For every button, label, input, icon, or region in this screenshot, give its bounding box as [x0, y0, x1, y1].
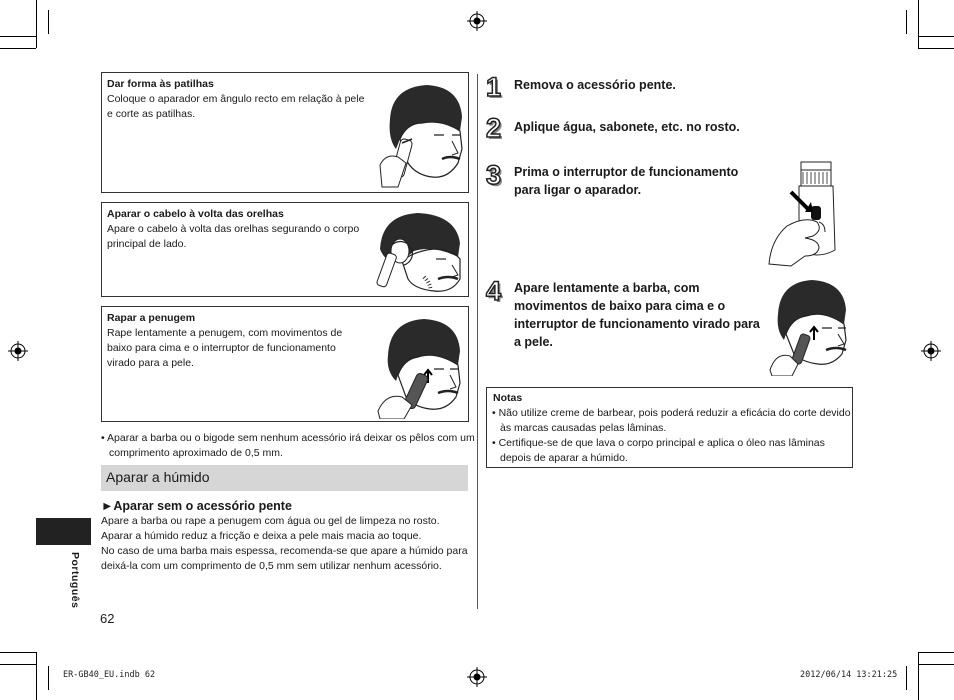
man-trimming-downy-hair-icon	[374, 315, 466, 419]
crop-mark	[48, 10, 49, 34]
note-item: • Não utilize creme de barbear, pois poderá reduzir a eficácia do corte devido às marcas causadas pelas lâminas.	[492, 407, 851, 434]
column-divider	[477, 74, 478, 609]
crop-mark	[906, 666, 907, 690]
registration-mark-icon	[8, 341, 28, 361]
section-header	[101, 465, 468, 491]
notes-box	[486, 387, 853, 468]
registration-mark-icon	[467, 11, 487, 31]
note-text: Certifique-se de que lava o corpo principal e aplica o óleo nas lâminas depois de aparar a húmido.	[498, 437, 825, 464]
crop-mark	[0, 36, 36, 37]
note-text: Não utilize creme de barbear, pois poderá reduzir a eficácia do corte devido às marcas causadas pelas lâminas.	[498, 407, 851, 434]
left-bullet-note: • Aparar a barba ou o bigode sem nenhum acessório irá deixar os pêlos com um comprimento aproximado de 0,5 mm.	[101, 432, 475, 459]
crop-mark	[918, 48, 954, 49]
step-text: Prima o interruptor de funcionamento para ligar o aparador.	[514, 165, 739, 197]
crop-mark	[918, 664, 954, 665]
step-text: Remova o acessório pente.	[514, 78, 676, 92]
tip-box-ears	[101, 202, 469, 297]
tip-text: Apare o cabelo à volta das orelhas segurando o corpo principal de lado.	[107, 223, 360, 250]
crop-mark	[918, 652, 919, 700]
step-number: 3	[486, 160, 501, 190]
registration-mark-icon	[467, 667, 487, 687]
language-tab-label: Português	[69, 552, 81, 609]
tip-title: Aparar o cabelo à volta das orelhas	[107, 208, 284, 220]
crop-mark	[918, 36, 954, 37]
body-line: Apare a barba ou rape a penugem com água ou gel de limpeza no rosto.	[101, 515, 440, 527]
tip-title: Rapar a penugem	[107, 312, 196, 324]
step-number: 4	[486, 276, 501, 306]
tip-title: Dar forma às patilhas	[107, 78, 214, 90]
step-text: Apare lentamente a barba, com movimentos de baixo para cima e o interruptor de funcionamento virado para a pele.	[514, 281, 760, 349]
body-paragraph	[101, 514, 471, 574]
registration-mark-icon	[921, 341, 941, 361]
tip-text: Rape lentamente a penugem, com movimentos de baixo para cima e o interruptor de funcionamento virado para a pele.	[107, 327, 343, 369]
footer-timestamp: 2012/06/14 13:21:25	[800, 670, 898, 680]
man-trimming-sideburns-icon	[372, 79, 467, 189]
tip-text: Coloque o aparador em ângulo recto em relação à pele e corte as patilhas.	[107, 93, 365, 120]
footer-file-info: ER-GB40_EU.indb 62	[63, 670, 156, 680]
crop-mark	[48, 666, 49, 690]
crop-mark	[0, 664, 36, 665]
step-text: Aplique água, sabonete, etc. no rosto.	[514, 120, 740, 134]
man-trimming-beard-icon	[768, 278, 850, 376]
notes-title: Notas	[493, 392, 523, 404]
step-number: 2	[486, 113, 501, 143]
sub-heading: ►Aparar sem o acessório pente	[101, 499, 292, 513]
hand-pressing-switch-icon	[765, 160, 845, 268]
crop-mark	[918, 0, 919, 48]
man-trimming-ear-hair-icon	[374, 209, 466, 295]
crop-mark	[906, 10, 907, 34]
section-title: Aparar a húmido	[106, 469, 210, 485]
tip-box-downy-hair	[101, 306, 469, 422]
page-number: 62	[100, 611, 115, 626]
crop-mark	[36, 652, 37, 700]
crop-mark	[0, 652, 36, 653]
note-item: • Certifique-se de que lava o corpo principal e aplica o óleo nas lâminas depois de aparar a húmido.	[492, 437, 825, 464]
tip-box-sideburns	[101, 72, 469, 193]
crop-mark	[0, 48, 36, 49]
crop-mark	[36, 0, 37, 48]
crop-mark	[918, 652, 954, 653]
step-number: 1	[486, 72, 501, 102]
language-tab-marker	[36, 518, 91, 545]
body-line: Aparar a húmido reduz a fricção e deixa a pele mais macia ao toque.	[101, 530, 422, 542]
body-line: No caso de uma barba mais espessa, recomenda-se que apare a húmido para deixá-la com um comprimento de 0,5 mm sem utilizar nenhum acessório.	[101, 545, 468, 572]
bullet-text: Aparar a barba ou o bigode sem nenhum acessório irá deixar os pêlos com um comprimento aproximado de 0,5 mm.	[107, 432, 475, 459]
